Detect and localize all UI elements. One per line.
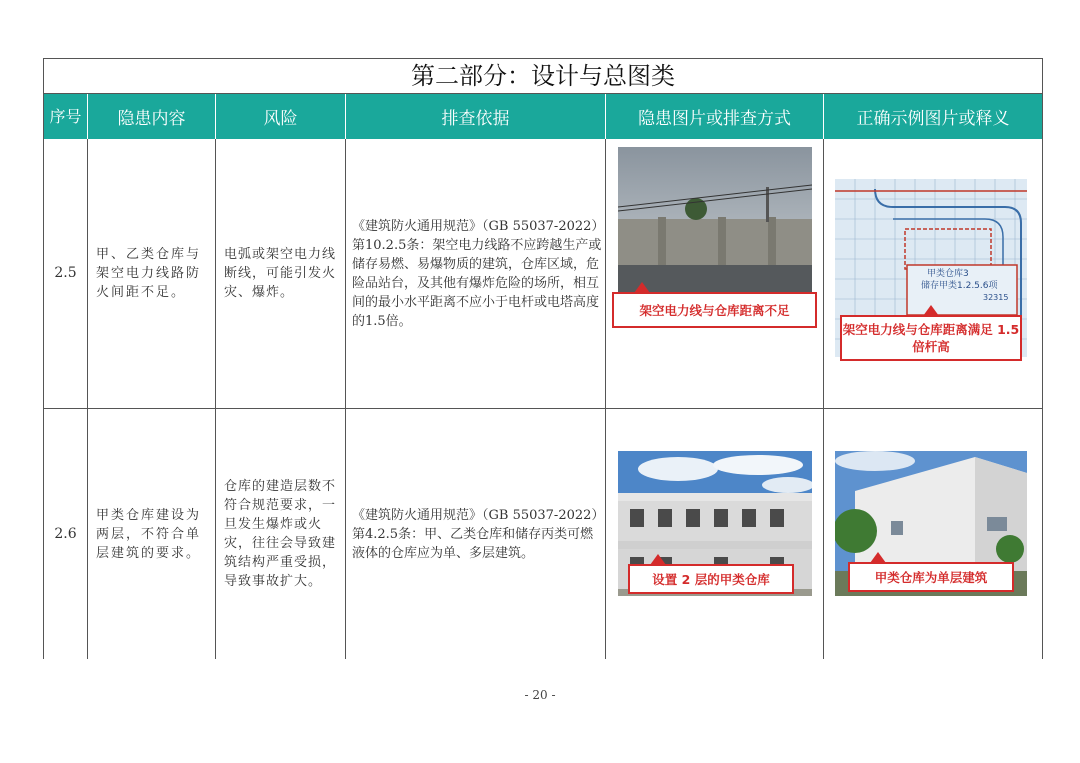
hazard-description: 甲类仓库建设为两层，不符合单层建筑的要求。	[96, 507, 202, 561]
basis-text: 《建筑防火通用规范》（GB 55037-2022）第10.2.5条：架空电力线路不应跨越生产或储存易燃、易爆物质的建筑，仓库区域，危险品站台，及其他有爆炸危险的场所，相互间的最小水平距离不应小于电杆或电塔高度的1.5倍。	[352, 218, 602, 329]
column-divider	[215, 139, 216, 659]
header-index: 序号	[44, 94, 88, 139]
header-hazard: 隐患内容	[88, 94, 216, 139]
page-number: - 20 -	[524, 688, 556, 702]
risk-description: 仓库的建造层数不符合规范要求，一旦发生爆炸或火灾，往往会导致建筑结构严重受损，导致事故扩大。	[224, 479, 337, 589]
correct-caption: 甲类仓库为单层建筑	[848, 562, 1014, 592]
row-number: 2.6	[54, 525, 77, 542]
plan-label-code: 32315	[983, 293, 1009, 302]
header-correct-example: 正确示例图片或释义	[824, 94, 1042, 139]
hazard-caption: 架空电力线与仓库距离不足	[612, 292, 817, 328]
hazard-table	[43, 58, 1043, 659]
section-title: 第二部分：设计与总图类	[44, 59, 1042, 94]
header-risk: 风险	[216, 94, 346, 139]
hazard-caption: 设置 2 层的甲类仓库	[628, 564, 794, 594]
header-basis: 排查依据	[346, 94, 606, 139]
column-divider	[345, 139, 346, 659]
row-number: 2.5	[54, 265, 77, 281]
plan-label-warehouse: 甲类仓库3	[927, 269, 969, 279]
column-divider	[823, 139, 824, 659]
basis-text: 《建筑防火通用规范》（GB 55037-2022）第4.2.5条：甲、乙类仓库和储存丙类可燃液体的仓库应为单、多层建筑。	[352, 507, 598, 561]
column-divider	[87, 139, 88, 659]
hazard-photo-powerline	[618, 147, 812, 292]
correct-caption: 架空电力线与仓库距离满足 1.5 倍杆高	[840, 315, 1022, 361]
header-hazard-photo: 隐患图片或排查方式	[606, 94, 824, 139]
risk-description: 电弧或架空电力线断线，可能引发火灾、爆炸。	[224, 247, 337, 300]
column-divider	[605, 139, 606, 659]
plan-label-storage: 储存甲类1.2.5.6项	[921, 281, 998, 291]
hazard-description: 甲、乙类仓库与架空电力线路防火间距不足。	[96, 247, 202, 300]
